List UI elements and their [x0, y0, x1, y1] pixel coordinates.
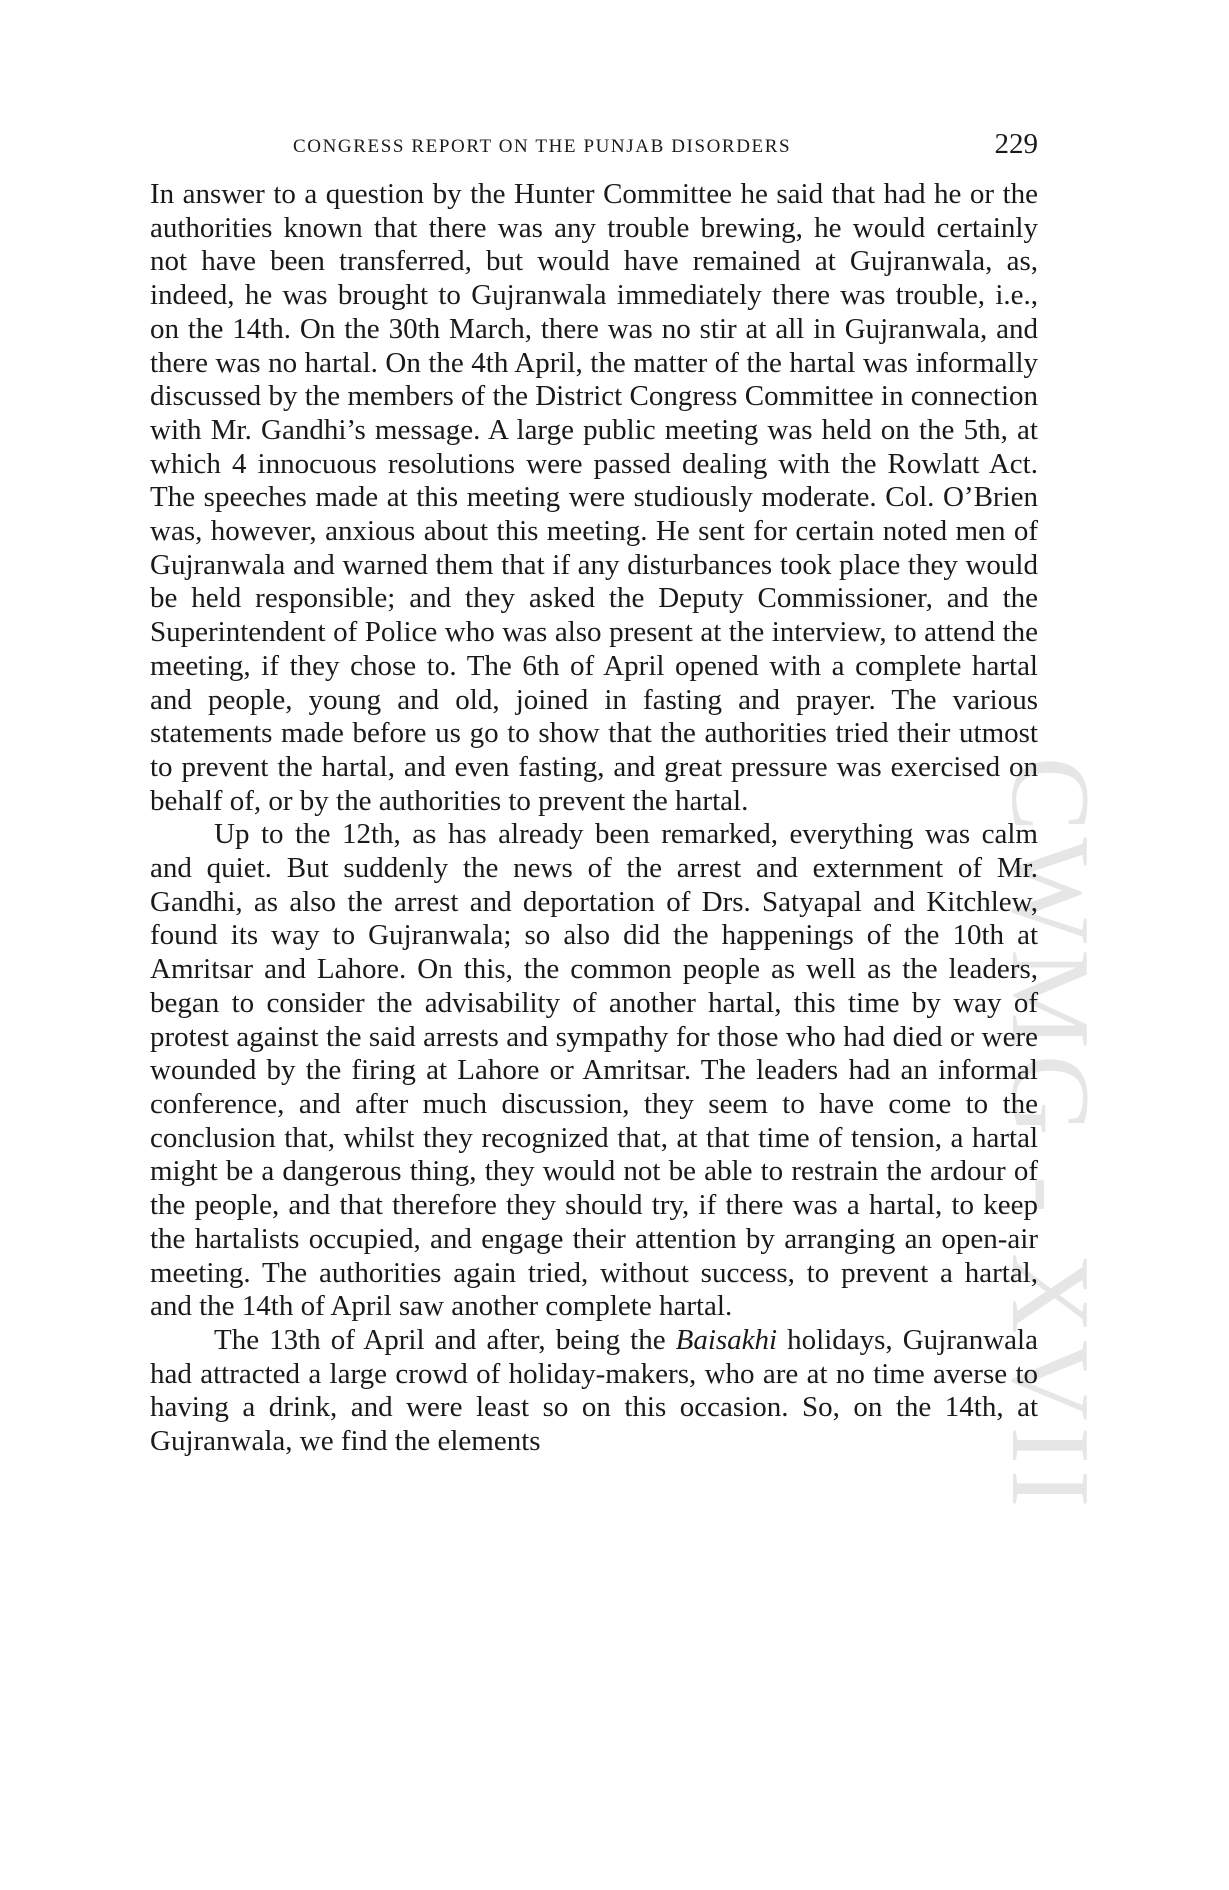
page-number: 229 — [994, 128, 1038, 160]
running-title: CONGRESS REPORT ON THE PUNJAB DISORDERS — [293, 136, 792, 157]
running-header — [148, 128, 1038, 168]
paragraph-3 — [150, 1324, 1038, 1459]
body-text — [150, 178, 1038, 1459]
paragraph-3-text-before: The 13th of April and after, being the — [214, 1323, 676, 1356]
paragraph-2: Up to the 12th, as has already been remarked, everything was calm and quiet. But suddenly the news of the arrest and externment of Mr. Gandhi, as also the arrest and deportation of Drs. Satyapal and Kitchlew, found its way to Gujranwala; so also did the happenings of the 10th at Amritsar and Lahore. On this, the common people as well as the leaders, began to consider the advisability of another hartal, this time by way of protest against the said arrests and sympathy for those who had died or were wounded by the firing at Lahore or Amritsar. The leaders had an informal conference, and after much discussion, they seem to have come to the conclusion that, whilst they recognized that, at that time of tension, a hartal might be a dangerous thing, they would not be able to restrain the ardour of the people, and that therefore they should try, if there was a hartal, to keep the hartalists occupied, and engage their attention by arranging an open-air meeting. The authorities again tried, without success, to prevent a hartal, and the 14th of April saw another complete hartal. — [150, 818, 1038, 1323]
paragraph-1: In answer to a question by the Hunter Committee he said that had he or the authorities known that there was any trouble brewing, he would certainly not have been transferred, but would have remained at Gujranwala, as, indeed, he was brought to Gujranwala immediately there was trouble, i.e., on the 14th. On the 30th March, there was no stir at all in Gujranwala, and there was no hartal. On the 4th April, the matter of the hartal was informally discussed by the members of the District Congress Committee in connection with Mr. Gandhi’s message. A large public meeting was held on the 5th, at which 4 innocuous resolutions were passed dealing with the Rowlatt Act. The speeches made at this meeting were studiously moderate. Col. O’Brien was, however, anxious about this meeting. He sent for certain noted men of Gujranwala and warned them that if any disturbances took place they would be held responsible; and they asked the Deputy Commissioner, and the Superintendent of Police who was also present at the interview, to attend the meeting, if they chose to. The 6th of April opened with a complete hartal and people, young and old, joined in fasting and prayer. The various statements made before us go to show that the authorities tried their utmost to prevent the hartal, and even fasting, and great pressure was exercised on behalf of, or by the authorities to prevent the hartal. — [150, 178, 1038, 817]
paragraph-3-text-after: holidays, Gujranwala had attracted a large crowd of holiday-makers, who are at no time averse to having a drink, and were least so on this occasion. So, on the 14th, at Gujranwala, we find the elements — [150, 1323, 1038, 1458]
italic-term: Baisakhi — [675, 1323, 778, 1356]
watermark: CWMG - XVII — [988, 756, 1112, 1514]
